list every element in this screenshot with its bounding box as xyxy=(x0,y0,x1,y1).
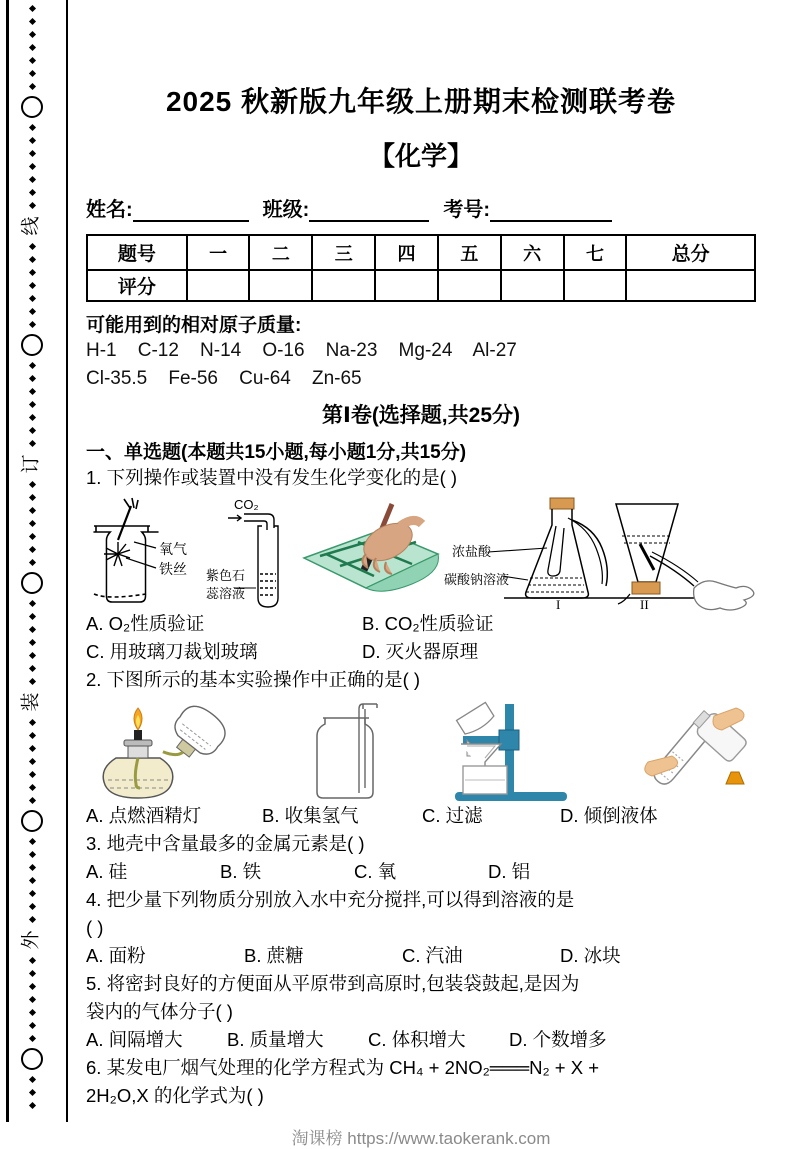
binding-dot xyxy=(28,1089,35,1096)
binding-dot xyxy=(28,375,35,382)
option-a: A. 硅 xyxy=(86,861,128,882)
question-4-stem-line1: 4. 把少量下列物质分别放入水中充分搅拌,可以得到溶液的是 xyxy=(86,889,575,910)
option-a: A. 间隔增大 xyxy=(86,1029,183,1050)
binding-dot xyxy=(28,256,35,263)
binding-dot xyxy=(28,719,35,726)
option-d: D. 个数增多 xyxy=(509,1029,607,1050)
binding-dot xyxy=(28,18,35,25)
binding-dot xyxy=(28,758,35,765)
option-d: D. 灭火器原理 xyxy=(362,641,479,662)
iron-wire-in-oxygen-diagram xyxy=(86,496,204,610)
score-table-header-row xyxy=(87,235,755,270)
binding-dot xyxy=(28,150,35,157)
binding-char: 装 xyxy=(20,692,42,712)
name-blank xyxy=(133,198,249,222)
binding-dot xyxy=(28,321,35,328)
binding-circle xyxy=(21,572,43,594)
option-a: A. 面粉 xyxy=(86,945,146,966)
option-b: B. 质量增大 xyxy=(227,1029,324,1050)
binding-dot xyxy=(28,401,35,408)
score-cell xyxy=(187,270,250,301)
question-2-diagrams xyxy=(86,696,756,802)
binding-dot xyxy=(28,388,35,395)
score-header-cell: 题号 xyxy=(87,235,187,270)
binding-char: 外 xyxy=(20,930,42,950)
question-2-stem: 2. 下图所示的基本实验操作中正确的是( ) xyxy=(86,669,421,690)
section1-title: 一、单选题(本题共15小题,每小题1分,共15分) xyxy=(86,442,467,463)
score-cell xyxy=(312,270,375,301)
exam-no-blank xyxy=(490,198,612,222)
exam-subject: 【化学】 xyxy=(368,141,473,171)
binding-char: 订 xyxy=(20,454,42,474)
binding-dot xyxy=(28,83,35,90)
score-header-cell: 五 xyxy=(438,235,501,270)
binding-dot xyxy=(28,362,35,369)
binding-dot xyxy=(28,507,35,514)
binding-dot xyxy=(28,665,35,672)
binding-dot xyxy=(28,838,35,845)
binding-dot xyxy=(28,784,35,791)
binding-dot xyxy=(28,1009,35,1016)
binding-dot xyxy=(28,678,35,685)
co2-label: CO₂ xyxy=(234,497,259,512)
binding-dot xyxy=(28,983,35,990)
question-3-stem: 3. 地壳中含量最多的金属元素是( ) xyxy=(86,833,365,854)
score-header-cell: 三 xyxy=(312,235,375,270)
option-d: D. 冰块 xyxy=(560,945,621,966)
score-header-cell: 四 xyxy=(375,235,438,270)
binding-dot xyxy=(28,851,35,858)
binding-dot xyxy=(28,903,35,910)
atomic-mass-line2: Cl-35.5 Fe-56 Cu-64 Zn-65 xyxy=(86,368,362,389)
hcl-label: 浓盐酸 xyxy=(452,544,492,559)
binding-dot xyxy=(28,57,35,64)
binding-dot xyxy=(28,282,35,289)
exam-content xyxy=(86,0,756,1149)
binding-dot xyxy=(28,176,35,183)
binding-dot xyxy=(28,797,35,804)
binding-dot xyxy=(28,494,35,501)
binding-char: 线 xyxy=(20,216,42,236)
score-cell xyxy=(438,270,501,301)
score-row-label: 评分 xyxy=(87,270,187,301)
binding-dot xyxy=(28,970,35,977)
score-table xyxy=(86,234,756,302)
question-1-stem: 1. 下列操作或装置中没有发生化学变化的是( ) xyxy=(86,467,458,488)
score-cell xyxy=(501,270,564,301)
option-b: B. CO₂性质验证 xyxy=(362,613,494,634)
binding-dot xyxy=(28,559,35,566)
binding-border-line xyxy=(66,0,68,1122)
option-c: C. 体积增大 xyxy=(368,1029,466,1050)
binding-dot xyxy=(28,5,35,12)
binding-dot xyxy=(28,31,35,38)
binding-dot xyxy=(28,745,35,752)
page-edge-line xyxy=(6,0,9,1122)
option-c: C. 用玻璃刀裁划玻璃 xyxy=(86,641,258,662)
question-5-options xyxy=(86,1026,756,1054)
option-c: C. 汽油 xyxy=(402,945,463,966)
binding-circle xyxy=(21,96,43,118)
atomic-mass-title: 可能用到的相对原子质量: xyxy=(86,315,302,336)
binding-dot xyxy=(28,243,35,250)
atomic-mass-line1: H-1 C-12 N-14 O-16 Na-23 Mg-24 Al-27 xyxy=(86,340,517,361)
option-d: D. 铝 xyxy=(488,861,531,882)
binding-dot xyxy=(28,163,35,170)
binding-dot xyxy=(28,1035,35,1042)
binding-dot xyxy=(28,1076,35,1083)
question-1-options-row2 xyxy=(86,638,756,666)
name-label: 姓名: xyxy=(86,199,133,221)
binding-dot xyxy=(28,70,35,77)
option-d: D. 倾倒液体 xyxy=(560,805,658,826)
binding-line xyxy=(16,2,48,1122)
score-header-cell: 七 xyxy=(564,235,627,270)
score-header-cell: 一 xyxy=(187,235,250,270)
question-1-diagrams xyxy=(86,494,756,610)
litmus-label-line2: 蕊溶液 xyxy=(206,586,246,601)
part1-title: 第Ⅰ卷(选择题,共25分) xyxy=(322,404,520,427)
pouring-liquid-diagram xyxy=(630,700,756,802)
option-a: A. 点燃酒精灯 xyxy=(86,805,202,826)
score-header-cell: 二 xyxy=(249,235,312,270)
score-cell xyxy=(564,270,627,301)
binding-dot xyxy=(28,639,35,646)
class-blank xyxy=(309,198,429,222)
binding-dot xyxy=(28,308,35,315)
student-info-row xyxy=(86,193,756,222)
footer-watermark: 淘课榜 https://www.taokerank.com xyxy=(291,1129,551,1148)
question-4-options xyxy=(86,942,756,970)
binding-dot xyxy=(28,996,35,1003)
option-c: C. 过滤 xyxy=(422,805,483,826)
binding-dot xyxy=(28,414,35,421)
binding-dot xyxy=(28,877,35,884)
binding-dot xyxy=(28,652,35,659)
binding-dot xyxy=(28,481,35,488)
co2-litmus-diagram xyxy=(204,496,296,610)
binding-dot xyxy=(28,771,35,778)
binding-dot xyxy=(28,533,35,540)
option-b: B. 铁 xyxy=(220,861,262,882)
binding-dot xyxy=(28,916,35,923)
binding-dot xyxy=(28,957,35,964)
binding-dot xyxy=(28,626,35,633)
binding-dot xyxy=(28,732,35,739)
option-b: B. 蔗糖 xyxy=(244,945,304,966)
score-cell xyxy=(626,270,755,301)
score-header-cell: 总分 xyxy=(626,235,755,270)
score-cell xyxy=(249,270,312,301)
binding-dot xyxy=(28,600,35,607)
hydrogen-collection-diagram xyxy=(303,700,389,802)
glass-cutting-photo xyxy=(296,496,444,610)
binding-dot xyxy=(28,520,35,527)
binding-circle xyxy=(21,1048,43,1070)
question-2-options xyxy=(86,802,756,830)
binding-dot xyxy=(28,613,35,620)
binding-dot xyxy=(28,440,35,447)
binding-circle xyxy=(21,334,43,356)
question-5-stem-line2: 袋内的气体分子( ) xyxy=(86,1001,233,1022)
binding-dot xyxy=(28,269,35,276)
binding-dot xyxy=(28,1022,35,1029)
fire-extinguisher-diagram xyxy=(444,496,756,610)
score-table-score-row xyxy=(87,270,755,301)
binding-dot xyxy=(28,189,35,196)
option-b: B. 收集氢气 xyxy=(262,805,359,826)
binding-dot xyxy=(28,546,35,553)
binding-circle xyxy=(21,810,43,832)
na2co3-label: 碳酸钠溶液 xyxy=(444,572,510,587)
binding-dot xyxy=(28,890,35,897)
question-6-stem-line2: 2H₂O,X 的化学式为( ) xyxy=(86,1085,264,1106)
score-cell xyxy=(375,270,438,301)
question-5-stem-line1: 5. 将密封良好的方便面从平原带到高原时,包装袋鼓起,是因为 xyxy=(86,973,580,994)
oxygen-label: 氧气 xyxy=(159,541,187,557)
question-4-stem-line2: ( ) xyxy=(86,917,104,938)
flask2-label: II xyxy=(640,597,649,612)
alcohol-lamp-diagram xyxy=(86,700,246,802)
exam-no-label: 考号: xyxy=(443,199,491,221)
binding-dot xyxy=(28,427,35,434)
exam-title: 2025 秋新版九年级上册期末检测联考卷 xyxy=(165,86,677,117)
flask1-label: I xyxy=(556,597,561,612)
score-header-cell: 六 xyxy=(501,235,564,270)
binding-dot xyxy=(28,137,35,144)
binding-dot xyxy=(28,202,35,209)
filtration-diagram xyxy=(447,700,573,802)
binding-dot xyxy=(28,44,35,51)
option-c: C. 氧 xyxy=(354,861,397,882)
litmus-label-line1: 紫色石 xyxy=(206,568,246,583)
class-label: 班级: xyxy=(262,199,310,221)
question-3-options xyxy=(86,858,756,886)
binding-dot xyxy=(28,295,35,302)
question-1-options-row1 xyxy=(86,610,756,638)
iron-wire-label: 铁丝 xyxy=(159,561,187,577)
binding-dot xyxy=(28,1102,35,1109)
binding-dot xyxy=(28,124,35,131)
option-a: A. O₂性质验证 xyxy=(86,613,205,634)
question-6-stem-line1: 6. 某发电厂烟气处理的化学方程式为 CH₄ + 2NO₂═══N₂ + X + xyxy=(86,1057,600,1078)
binding-dot xyxy=(28,864,35,871)
